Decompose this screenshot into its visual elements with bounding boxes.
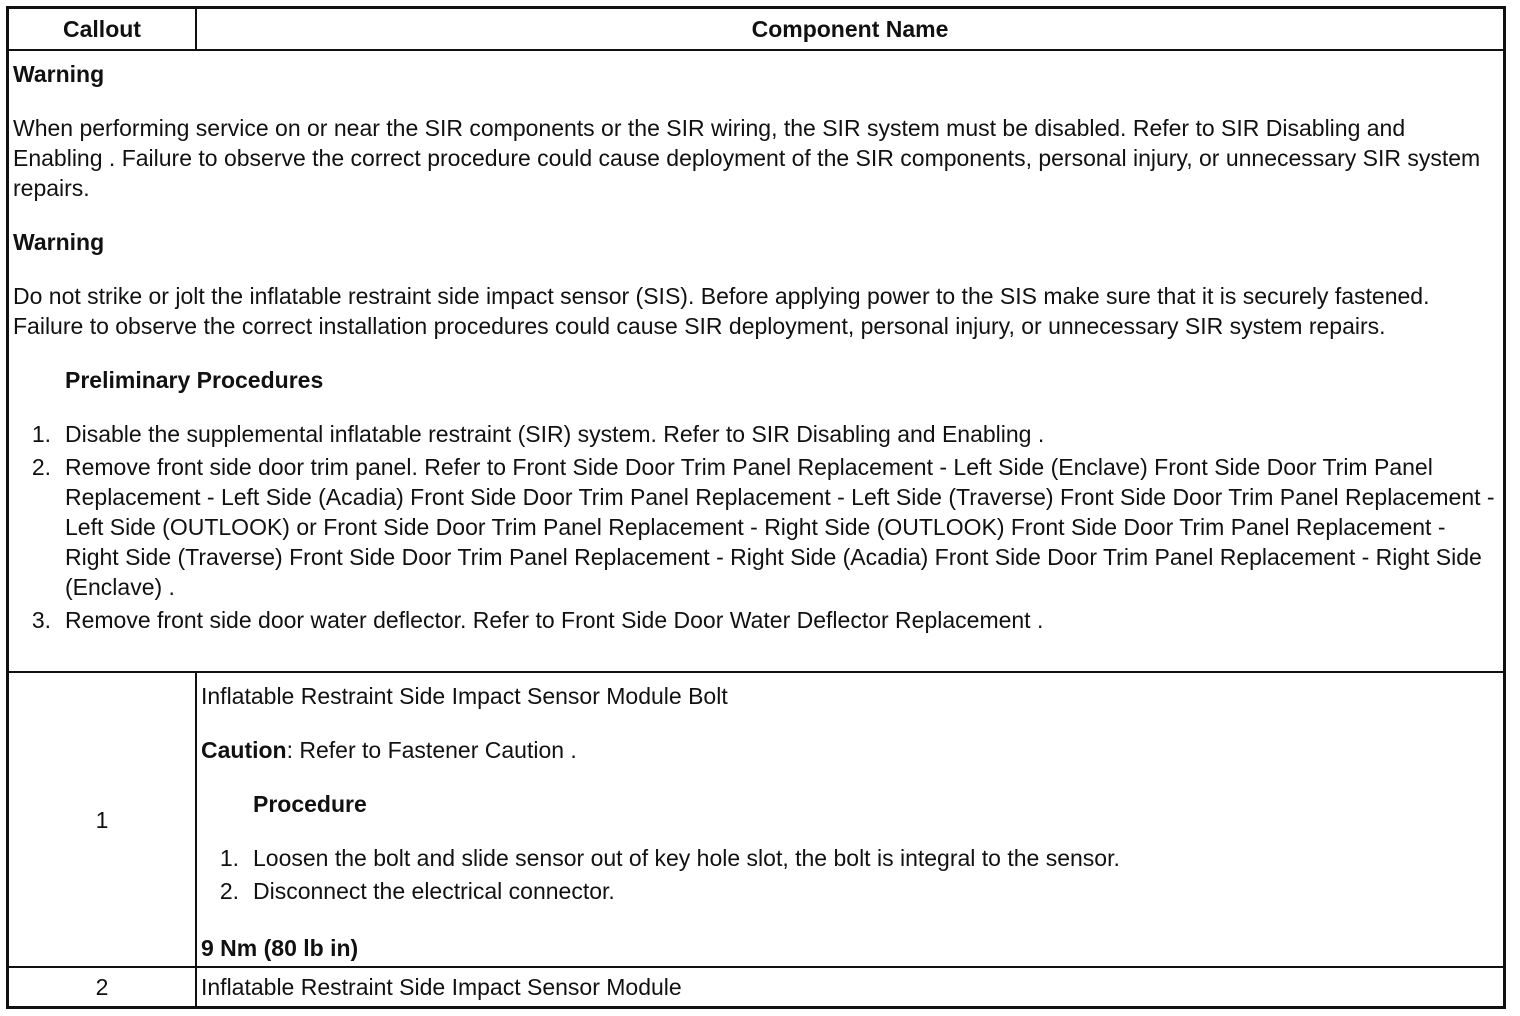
procedure-steps-list bbox=[201, 843, 1497, 906]
caution-text: : Refer to Fastener Caution . bbox=[286, 737, 577, 763]
table-row bbox=[9, 968, 1503, 1006]
step-text: Loosen the bolt and slide sensor out of key hole slot, the bolt is integral to the sensor. bbox=[253, 845, 1120, 871]
torque-spec: 9 Nm (80 lb in) bbox=[201, 935, 359, 961]
table-header-row bbox=[9, 9, 1503, 51]
step-number: 1. bbox=[31, 421, 51, 447]
component-name: Inflatable Restraint Side Impact Sensor Module bbox=[201, 974, 682, 1000]
step-text: Disconnect the electrical connector. bbox=[253, 878, 615, 904]
callout-cell: 1 bbox=[9, 673, 197, 966]
preliminary-section bbox=[9, 51, 1503, 673]
warning-title: Warning bbox=[13, 229, 105, 255]
step-number: 2. bbox=[31, 454, 51, 480]
warning-text: When performing service on or near the SIR components or the SIR wiring, the SIR system must be disabled. Refer to SIR Disabling and Enabling . Failure to observe the correct procedure could cause deployment of the SIR components, personal injury, or unnecessary SIR system repairs. bbox=[13, 115, 1481, 201]
step-number: 2. bbox=[219, 878, 239, 904]
preliminary-procedures-title: Preliminary Procedures bbox=[65, 367, 324, 393]
step-number: 3. bbox=[31, 607, 51, 633]
caution-line bbox=[201, 735, 1497, 765]
procedure-title: Procedure bbox=[253, 791, 367, 817]
list-item bbox=[13, 419, 1497, 449]
component-table bbox=[6, 6, 1506, 1009]
step-text: Disable the supplemental inflatable restraint (SIR) system. Refer to SIR Disabling and Enabling . bbox=[65, 421, 1045, 447]
warning-title: Warning bbox=[13, 61, 105, 87]
callout-cell: 2 bbox=[9, 968, 197, 1006]
component-name: Inflatable Restraint Side Impact Sensor Module Bolt bbox=[201, 683, 728, 709]
step-text: Remove front side door water deflector. Refer to Front Side Door Water Deflector Replacement . bbox=[65, 607, 1044, 633]
list-item bbox=[13, 605, 1497, 635]
table-row bbox=[9, 673, 1503, 968]
step-number: 1. bbox=[219, 845, 239, 871]
list-item bbox=[201, 843, 1497, 873]
component-cell bbox=[197, 968, 1503, 1006]
step-text: Remove front side door trim panel. Refer to Front Side Door Trim Panel Replacement - Left Side (Enclave) Front Side Door Trim Panel Replacement - Left Side (Acadia) Front Side Door Trim Panel Replacement - Left Side (Traverse) Front Side Door Trim Panel Replacement - Left Side (OUTLOOK) or Front Side Door Trim Panel Replacement - Right Side (OUTLOOK) Front Side Door Trim Panel Replacement - Right Side (Traverse) Front Side Door Trim Panel Replacement - Right Side (Acadia) Front Side Door Trim Panel Replacement - Right Side (Enclave) . bbox=[65, 454, 1495, 600]
preliminary-steps-list bbox=[13, 419, 1497, 635]
warning-text: Do not strike or jolt the inflatable restraint side impact sensor (SIS). Before applying power to the SIS make sure that it is securely fastened. Failure to observe the correct installation procedures could cause SIR deployment, personal injury, or unnecessary SIR system repairs. bbox=[13, 283, 1430, 339]
header-component-name: Component Name bbox=[751, 16, 949, 42]
list-item bbox=[201, 876, 1497, 906]
list-item bbox=[13, 452, 1497, 602]
header-callout: Callout bbox=[9, 9, 197, 49]
component-cell bbox=[197, 673, 1503, 966]
caution-label: Caution bbox=[201, 737, 287, 763]
